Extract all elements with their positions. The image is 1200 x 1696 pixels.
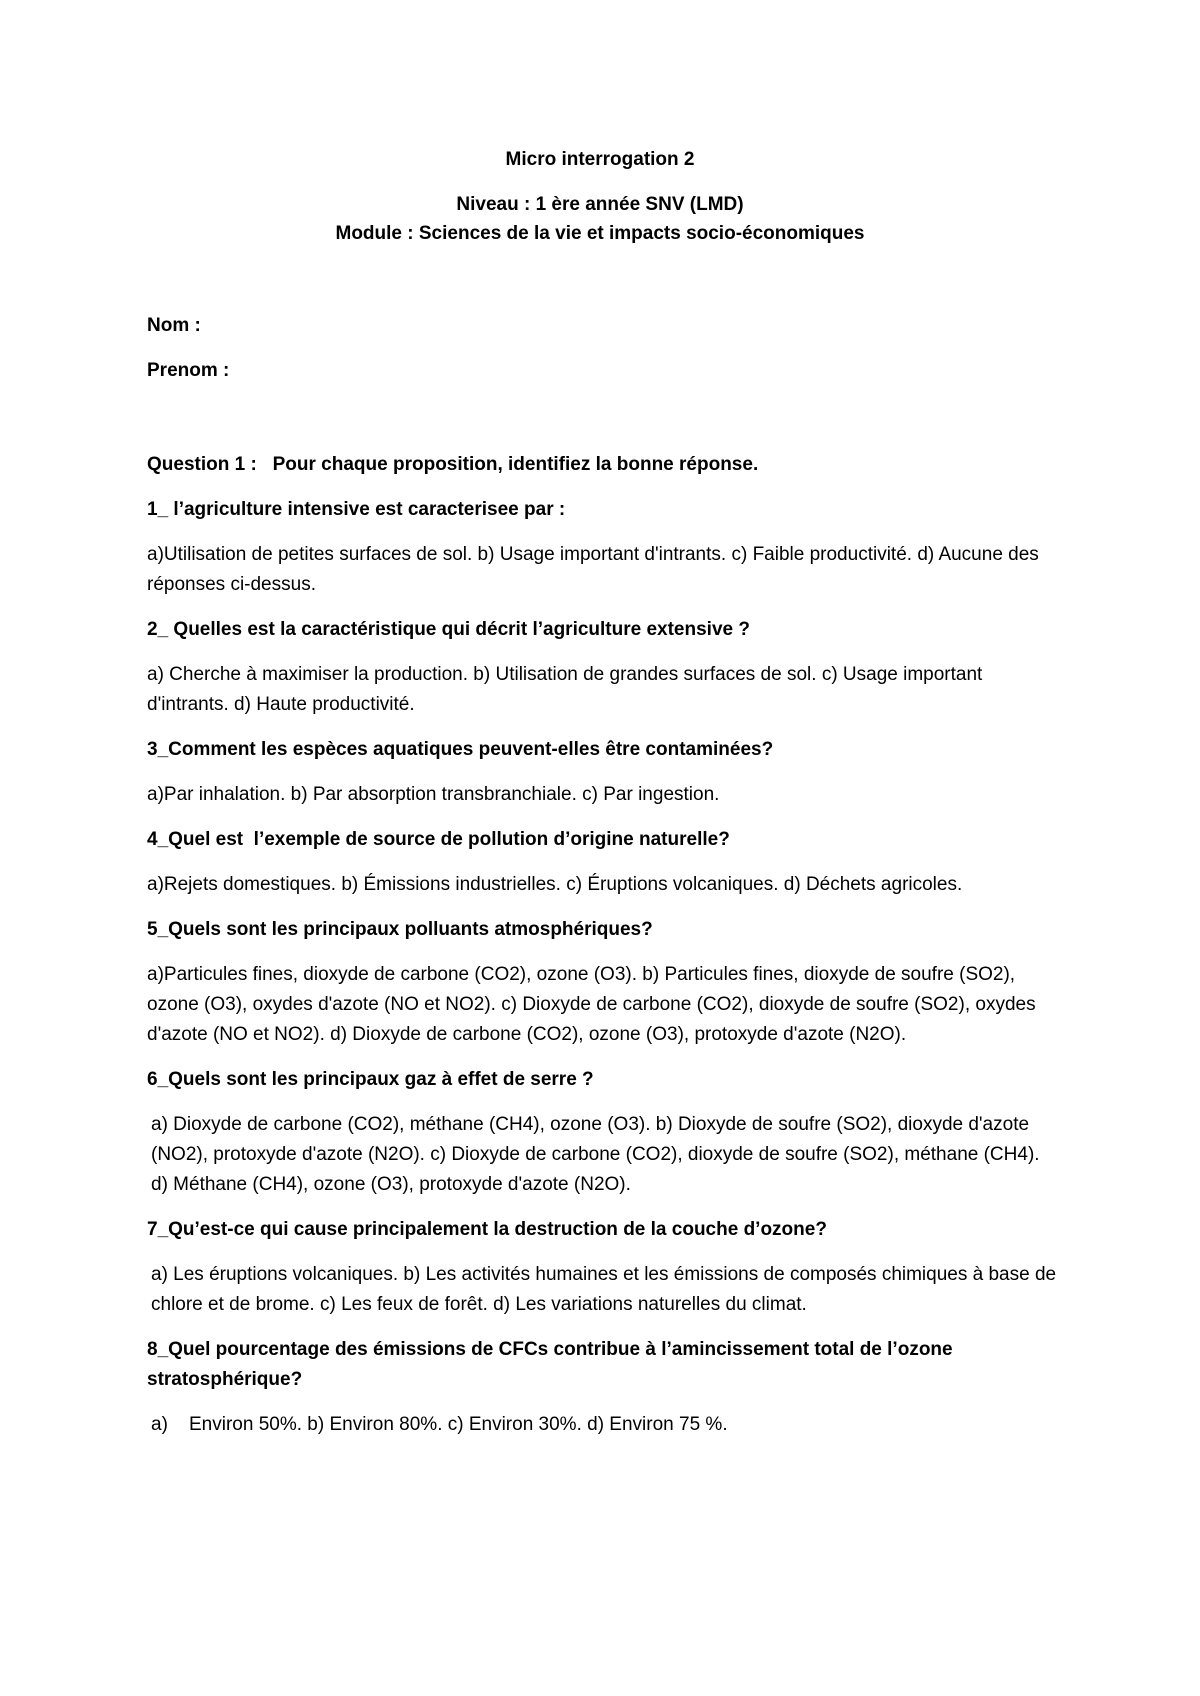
question-title: 1_ l’agriculture intensive est caracterisee par : bbox=[147, 499, 566, 520]
question-section bbox=[147, 450, 1057, 1455]
question-title: 2_ Quelles est la caractéristique qui décrit l’agriculture extensive ? bbox=[147, 619, 750, 640]
question-answers: a)Particules fines, dioxyde de carbone (CO2), ozone (O3). b) Particules fines, dioxyde de soufre (SO2), ozone (O3), oxydes d'azote (NO et NO2). c) Dioxyde de carbone (CO2), dioxyde de soufre (SO2), oxydes d'azote (NO et NO2). d) Dioxyde de carbone (CO2), ozone (O3), protoxyde d'azote (N2O). bbox=[147, 964, 1036, 1045]
prenom-label: Prenom : bbox=[147, 360, 230, 381]
question-1-heading: Question 1 : Pour chaque proposition, identifiez la bonne réponse. bbox=[147, 454, 759, 475]
question-title: 8_Quel pourcentage des émissions de CFCs contribue à l’amincissement total de l’ozone stratosphérique? bbox=[147, 1339, 953, 1390]
module-line: Module : Sciences de la vie et impacts socio-économiques bbox=[335, 223, 865, 244]
answer-text: Environ 50%. b) Environ 80%. c) Environ 30%. d) Environ 75 %. bbox=[189, 1414, 728, 1435]
question-item-2 bbox=[147, 615, 1057, 720]
question-item-6 bbox=[147, 1065, 1057, 1200]
question-title: 6_Quels sont les principaux gaz à effet de serre ? bbox=[147, 1069, 594, 1090]
question-item-4 bbox=[147, 825, 1057, 900]
question-answers: a)Utilisation de petites surfaces de sol. b) Usage important d'intrants. c) Faible productivité. d) Aucune des réponses ci-dessus. bbox=[147, 544, 1039, 595]
question-answers: a)Rejets domestiques. b) Émissions industrielles. c) Éruptions volcaniques. d) Déchets agricoles. bbox=[147, 874, 963, 895]
question-title: 3_Comment les espèces aquatiques peuvent-elles être contaminées? bbox=[147, 739, 774, 760]
question-title: 7_Qu’est-ce qui cause principalement la destruction de la couche d’ozone? bbox=[147, 1219, 827, 1240]
question-item-3 bbox=[147, 735, 1057, 810]
question-answers: a)Par inhalation. b) Par absorption transbranchiale. c) Par ingestion. bbox=[147, 784, 720, 805]
question-answers: a) Les éruptions volcaniques. b) Les activités humaines et les émissions de composés chimiques à base de chlore et de brome. c) Les feux de forêt. d) Les variations naturelles du climat. bbox=[151, 1264, 1057, 1315]
question-title: 4_Quel est l’exemple de source de pollution d’origine naturelle? bbox=[147, 829, 730, 850]
nom-label: Nom : bbox=[147, 315, 201, 336]
question-item-5 bbox=[147, 915, 1057, 1050]
question-item-7 bbox=[147, 1215, 1057, 1320]
question-answers bbox=[147, 1410, 1057, 1440]
level-line: Niveau : 1 ère année SNV (LMD) bbox=[456, 194, 744, 215]
question-title: 5_Quels sont les principaux polluants atmosphériques? bbox=[147, 919, 653, 940]
question-answers: a) Cherche à maximiser la production. b) Utilisation de grandes surfaces de sol. c) Usage important d'intrants. d) Haute productivité. bbox=[147, 664, 983, 715]
question-item-8 bbox=[147, 1335, 1057, 1440]
question-answers: a) Dioxyde de carbone (CO2), méthane (CH4), ozone (O3). b) Dioxyde de soufre (SO2), dioxyde d'azote (NO2), protoxyde d'azote (N2O). c) Dioxyde de carbone (CO2), dioxyde de soufre (SO2), méthane (CH4). d) Méthane (CH4), ozone (O3), protoxyde d'azote (N2O). bbox=[151, 1114, 1040, 1195]
document-title: Micro interrogation 2 bbox=[505, 149, 695, 170]
answer-marker: a) bbox=[151, 1414, 168, 1435]
question-item-1 bbox=[147, 495, 1057, 600]
